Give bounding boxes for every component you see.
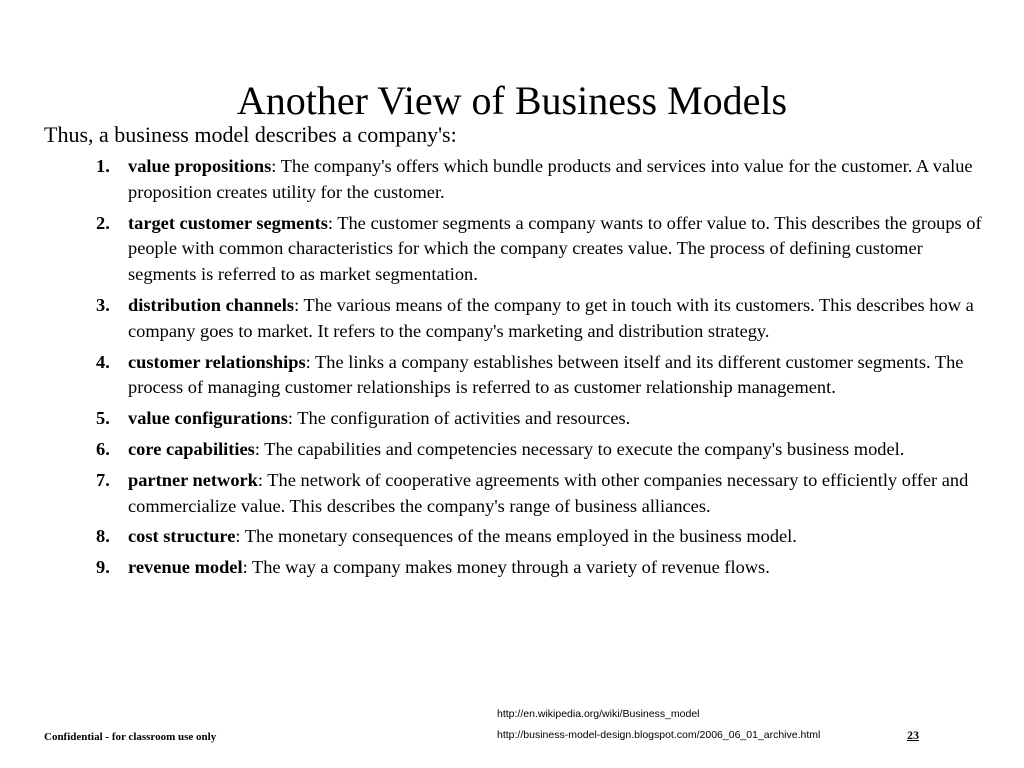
item-term: revenue model: [128, 557, 243, 578]
item-description: The links a company establishes between itself and its different customer segments. The process of managing customer relationships is referred to as customer relationship management.: [128, 351, 964, 398]
page-number: 23: [907, 728, 919, 742]
business-model-list: [94, 154, 994, 586]
item-term: target customer segments: [128, 212, 328, 233]
item-number: 6.: [96, 438, 110, 459]
item-number: 9.: [96, 557, 110, 578]
source-links: [497, 704, 820, 746]
item-separator: :: [254, 438, 260, 459]
item-separator: :: [257, 469, 264, 490]
item-term: value propositions: [128, 156, 272, 176]
item-description: The monetary consequences of the means employed in the business model.: [240, 526, 797, 547]
list-item: [94, 406, 994, 432]
intro-text: Thus, a business model describes a company's:: [44, 122, 457, 147]
confidential-notice: Confidential - for classroom use only: [44, 731, 217, 743]
item-description: The capabilities and competencies necessary to execute the company's business model.: [259, 438, 905, 459]
item-term: cost structure: [128, 526, 236, 547]
list-item: [94, 350, 994, 402]
item-separator: :: [235, 526, 241, 547]
source-link-wikipedia[interactable]: http://en.wikipedia.org/wiki/Business_model: [497, 708, 700, 720]
item-number: 2.: [96, 212, 110, 233]
list-item: [94, 154, 994, 206]
list-item: [94, 555, 994, 581]
item-description: The various means of the company to get in touch with its customers. This describes how a company goes to market. It refers to the company's marketing and distribution strategy.: [128, 294, 974, 341]
item-number: 8.: [96, 526, 110, 547]
source-link-blogspot[interactable]: http://business-model-design.blogspot.com/2006_06_01_archive.html: [497, 729, 821, 741]
item-separator: :: [287, 408, 294, 429]
item-number: 1.: [96, 156, 110, 176]
item-description: The company's offers which bundle products and services into value for the customer. A value proposition creates utility for the customer.: [128, 156, 973, 202]
item-term: distribution channels: [128, 294, 295, 315]
item-term: customer relationships: [128, 351, 306, 372]
item-description: The configuration of activities and resources.: [293, 408, 631, 429]
item-separator: :: [305, 351, 311, 372]
item-separator: :: [242, 557, 248, 578]
item-number: 4.: [96, 351, 110, 372]
list-item: [94, 437, 994, 463]
item-number: 3.: [96, 294, 110, 315]
list-item: [94, 524, 994, 550]
item-separator: :: [327, 212, 333, 233]
item-number: 7.: [96, 469, 110, 490]
item-separator: :: [294, 294, 300, 315]
slide-title: Another View of Business Models: [236, 77, 788, 123]
item-description: The customer segments a company wants to offer value to. This describes the groups of people with common characteristics for which the company creates value. The process of defining customer segments is referred to as market segmentation.: [128, 212, 982, 285]
item-term: value configurations: [128, 408, 288, 429]
list-item: [94, 211, 994, 288]
item-separator: :: [271, 156, 277, 176]
item-description: The way a company makes money through a variety of revenue flows.: [247, 557, 770, 578]
item-term: partner network: [128, 469, 258, 490]
item-term: core capabilities: [128, 438, 255, 459]
item-number: 5.: [96, 408, 110, 429]
list-item: [94, 293, 994, 345]
list-item: [94, 468, 994, 520]
item-description: The network of cooperative agreements with other companies necessary to efficiently offer and commercialize value. This describes the company's range of business alliances.: [128, 469, 969, 516]
